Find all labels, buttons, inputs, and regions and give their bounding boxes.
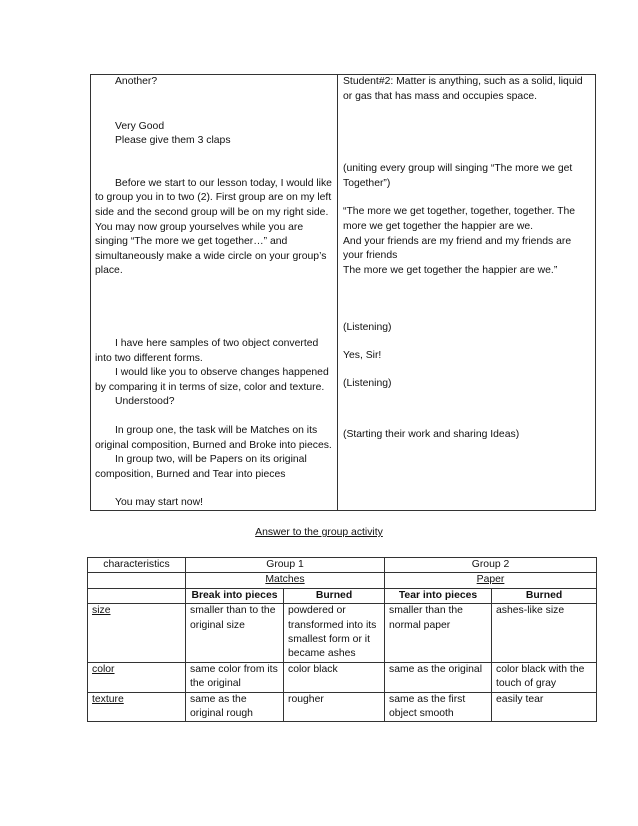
student-listening-1: (Listening) [343,322,392,334]
table-row [88,662,597,692]
answer-table [87,557,597,722]
teacher-group-one-task: In group one, the task will be Matches on its original composition, Burned and Broke into pieces. [95,424,332,451]
teacher-start-now: You may start now! [115,497,203,509]
teacher-grouping-instruction: Before we start to our lesson today, I would like to group you in to two (2). First group are on my left side and the second group will be on my right side. You may now group yourselves while you are singing “The more we get together…” and simultaneously make a wide circle on your group’s place. [95,177,332,277]
teacher-line-another: Another? [115,76,158,87]
table-cell: same as the original rough [186,692,284,722]
table-cell: smaller than the normal paper [385,604,492,663]
teacher-understood: Understood? [115,396,175,408]
header-characteristics: characteristics [88,558,186,573]
song-line-1: “The more we get together, together, together. The more we get together the happier are we. [343,206,576,232]
row-label-size: size [88,604,186,663]
teacher-line-very-good: Very Good [115,120,165,132]
table-cell: powdered or transformed into its smallest form or it became ashes [284,604,385,663]
table-row [88,692,597,722]
teacher-column [95,75,333,511]
header-burned-matches: Burned [284,588,385,603]
song-line-3: The more we get together the happier are we.” [343,264,558,276]
table-row [88,604,597,663]
table-cell: same as the first object smooth [385,692,492,722]
student-definition: Student#2: Matter is anything, such as a solid, liquid or gas that has mass and occupies space. [343,76,583,102]
teacher-group-two-task: In group two, will be Papers on its original composition, Burned and Tear into pieces [95,454,307,480]
header-group-1: Group 1 [186,558,385,573]
table-cell: smaller than to the original size [186,604,284,663]
table-cell: same as the original [385,662,492,692]
header-tear-into-pieces: Tear into pieces [385,588,492,603]
empty-cell [88,573,186,588]
teacher-line-claps: Please give them 3 claps [115,135,231,147]
header-matches: Matches [186,573,385,588]
dialogue-column-divider [337,74,338,511]
table-cell: ashes-like size [492,604,597,663]
student-column [343,75,593,443]
row-label-texture: texture [88,692,186,722]
teacher-samples-intro: I have here samples of two object converted into two different forms. [95,337,319,364]
student-starting-work: (Starting their work and sharing Ideas) [343,429,520,441]
header-paper: Paper [385,573,597,588]
table-cell: color black [284,662,385,692]
student-singing-action: (uniting every group will singing “The more we get Together”) [343,163,573,189]
student-listening-2: (Listening) [343,377,392,389]
table-material-row [88,573,597,588]
teacher-observe-instruction: I would like you to observe changes happened by comparing it in terms of size, color and texture. [95,367,329,393]
table-cell: color black with the touch of gray [492,662,597,692]
table-cell: easily tear [492,692,597,722]
table-cell: same color from its the original [186,662,284,692]
header-burned-paper: Burned [492,588,597,603]
song-line-2: And your friends are my friend and my friends are your friends [343,235,572,262]
row-label-color: color [88,662,186,692]
table-cell: rougher [284,692,385,722]
student-yes-sir: Yes, Sir! [343,349,382,361]
empty-cell [88,588,186,603]
header-break-into-pieces: Break into pieces [186,588,284,603]
table-header-row [88,558,597,573]
header-group-2: Group 2 [385,558,597,573]
table-subheader-row [88,588,597,603]
answer-section-title: Answer to the group activity [255,527,383,538]
